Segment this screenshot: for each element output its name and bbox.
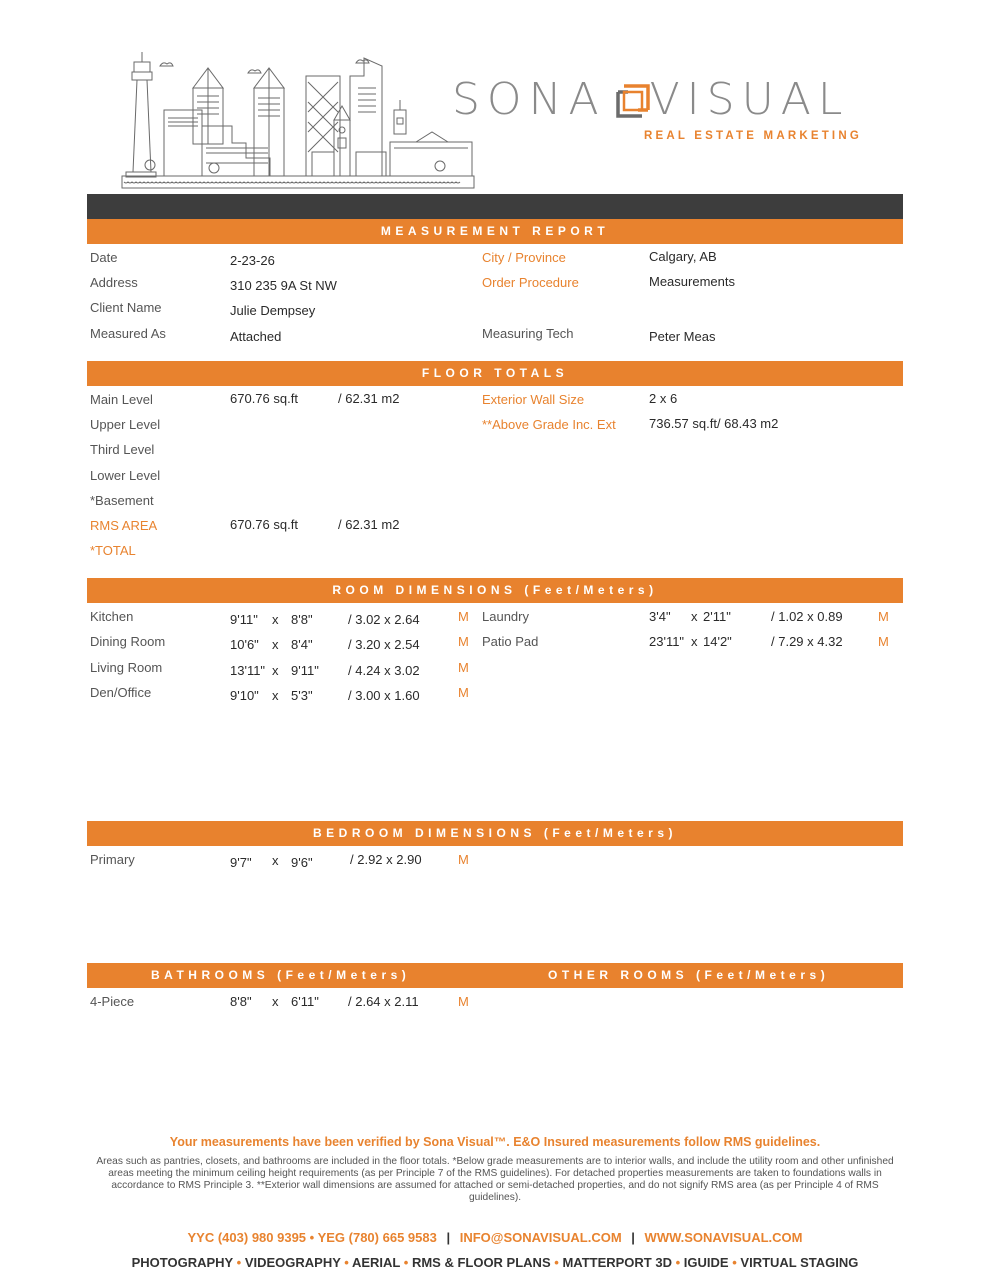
room-width: 8'8": [230, 994, 252, 1009]
header-dark-bar: [87, 194, 903, 220]
room-metric: / 3.02 x 2.64: [348, 612, 420, 627]
room-length: 9'6": [291, 855, 313, 870]
exterior-wall-size-value: 2 x 6: [649, 391, 678, 406]
above-grade-label: **Above Grade Inc. Ext: [482, 417, 616, 432]
total-label: *TOTAL: [90, 543, 136, 558]
upper-level-label: Upper Level: [90, 417, 161, 432]
service-iguide: IGUIDE: [683, 1255, 729, 1270]
section-header-bedroom-dimensions: BEDROOM DIMENSIONS (Feet/Meters): [87, 821, 903, 846]
room-length: 2'11": [703, 609, 731, 624]
room-times: x: [272, 688, 279, 703]
room-width: 9'11": [230, 612, 258, 627]
date-value: 2-23-26: [230, 253, 275, 268]
room-metric: / 4.24 x 3.02: [348, 663, 420, 678]
main-level-m2: / 62.31 m2: [338, 391, 400, 406]
third-level-label: Third Level: [90, 442, 155, 457]
section-header-room-dimensions: ROOM DIMENSIONS (Feet/Meters): [87, 578, 903, 603]
room-width: 13'11": [230, 663, 266, 678]
client-name-value: Julie Dempsey: [230, 303, 316, 318]
measuring-tech-value: Peter Meas: [649, 329, 716, 344]
room-unit: M: [458, 634, 469, 649]
bullet-separator: •: [344, 1255, 349, 1270]
service-rms-floor-plans: RMS & FLOOR PLANS: [411, 1255, 551, 1270]
room-metric: / 3.00 x 1.60: [348, 688, 420, 703]
lower-level-label: Lower Level: [90, 468, 161, 483]
logo-square-icon: [614, 82, 652, 120]
verification-statement: Your measurements have been verified by Sona Visual™. E&O Insured measurements follow RMS guidelines.: [169, 1135, 821, 1149]
room-unit: M: [458, 852, 469, 867]
order-procedure-value: Measurements: [649, 274, 735, 289]
exterior-wall-size-label: Exterior Wall Size: [482, 392, 585, 407]
room-length: 9'11": [291, 663, 319, 678]
measuring-tech-label: Measuring Tech: [482, 326, 574, 341]
room-metric: / 3.20 x 2.54: [348, 637, 420, 652]
brand-name-left: SONA: [452, 74, 606, 125]
rms-area-label: RMS AREA: [90, 518, 158, 533]
section-header-other-rooms: OTHER ROOMS (Feet/Meters): [548, 968, 830, 982]
room-unit: M: [458, 994, 469, 1009]
room-name: Primary: [90, 852, 135, 867]
services-line: [0, 1255, 990, 1270]
basement-label: *Basement: [90, 493, 154, 508]
room-times: x: [691, 634, 698, 649]
website-link[interactable]: WWW.SONAVISUAL.COM: [644, 1230, 803, 1245]
room-unit: M: [458, 660, 469, 675]
address-label: Address: [90, 275, 138, 290]
divider: |: [631, 1230, 635, 1245]
room-unit: M: [878, 634, 889, 649]
section-header-measurement-report: MEASUREMENT REPORT: [87, 219, 903, 244]
rms-area-m2: / 62.31 m2: [338, 517, 400, 532]
room-name: Living Room: [90, 660, 163, 675]
room-times: x: [272, 994, 279, 1009]
room-name: Den/Office: [90, 685, 152, 700]
bullet-separator: •: [554, 1255, 559, 1270]
room-times: x: [272, 637, 279, 652]
room-times: x: [691, 609, 698, 624]
city-province-label: City / Province: [482, 250, 566, 265]
client-name-label: Client Name: [90, 300, 162, 315]
measured-as-value: Attached: [230, 329, 282, 344]
room-times: x: [272, 663, 279, 678]
order-procedure-label: Order Procedure: [482, 275, 579, 290]
room-width: 10'6": [230, 637, 259, 652]
bullet-separator: •: [675, 1255, 681, 1270]
room-unit: M: [458, 609, 469, 624]
brand-name-right: VISUAL: [649, 74, 850, 125]
city-province-value: Calgary, AB: [649, 249, 717, 264]
phone-numbers: YYC (403) 980 9395 • YEG (780) 665 9583: [187, 1230, 437, 1245]
main-level-sqft: 670.76 sq.ft: [230, 391, 298, 406]
service-matterport-3d: MATTERPORT 3D: [562, 1255, 672, 1270]
room-length: 8'8": [291, 612, 313, 627]
room-length: 6'11": [291, 994, 319, 1009]
main-level-label: Main Level: [90, 392, 153, 407]
room-name: Dining Room: [90, 634, 166, 649]
room-width: 23'11": [649, 634, 685, 649]
bullet-separator: •: [236, 1255, 242, 1270]
room-width: 3'4": [649, 609, 671, 624]
measurement-notes: Areas such as pantries, closets, and bathrooms are included in the floor totals. *Below grade measurements are to interior walls, and include the utility room and other unfinished areas meeting the minimum ceiling height requirements (as per Principle 7 of the RMS guidelines). For detached properties measurements are taken to foundations walls in accordance to RMS Principle 3. **Exterior wall dimensions are assumed for attached or semi-detached properties, and do not signify RMS area (as per Principle 4 of RMS guidelines).: [96, 1156, 894, 1203]
room-metric: / 1.02 x 0.89: [771, 609, 843, 624]
room-length: 8'4": [291, 637, 313, 652]
brand-tagline: REAL ESTATE MARKETING: [644, 130, 862, 142]
service-videography: VIDEOGRAPHY: [244, 1255, 341, 1270]
room-name: Kitchen: [90, 609, 134, 624]
bullet-separator: •: [732, 1255, 737, 1270]
room-metric: / 2.92 x 2.90: [350, 852, 422, 867]
room-width: 9'10": [230, 688, 259, 703]
room-length: 14'2": [703, 634, 732, 649]
section-header-floor-totals: FLOOR TOTALS: [87, 361, 903, 386]
divider: |: [446, 1230, 451, 1245]
room-width: 9'7": [230, 855, 252, 870]
contact-line: [0, 1230, 990, 1245]
date-label: Date: [90, 250, 118, 265]
room-times: x: [272, 612, 279, 627]
room-metric: / 2.64 x 2.11: [348, 994, 419, 1009]
room-metric: / 7.29 x 4.32: [771, 634, 843, 649]
room-name: Laundry: [482, 609, 529, 624]
email-link[interactable]: INFO@SONAVISUAL.COM: [459, 1230, 622, 1245]
address-value: 310 235 9A St NW: [230, 278, 337, 293]
service-virtual-staging: VIRTUAL STAGING: [740, 1255, 859, 1270]
room-name: Patio Pad: [482, 634, 539, 649]
above-grade-value: 736.57 sq.ft/ 68.43 m2: [649, 416, 779, 431]
room-times: x: [272, 853, 279, 868]
room-unit: M: [458, 685, 469, 700]
rms-area-sqft: 670.76 sq.ft: [230, 517, 298, 532]
service-photography: PHOTOGRAPHY: [131, 1255, 233, 1270]
measured-as-label: Measured As: [90, 326, 166, 341]
bullet-separator: •: [403, 1255, 409, 1270]
city-skyline-illustration: [120, 48, 476, 194]
service-aerial: AERIAL: [351, 1255, 401, 1270]
room-name: 4-Piece: [90, 994, 135, 1009]
room-length: 5'3": [291, 688, 313, 703]
section-header-bathrooms-other: [87, 963, 903, 988]
room-unit: M: [878, 609, 889, 624]
section-header-bathrooms: BATHROOMS (Feet/Meters): [151, 968, 411, 982]
